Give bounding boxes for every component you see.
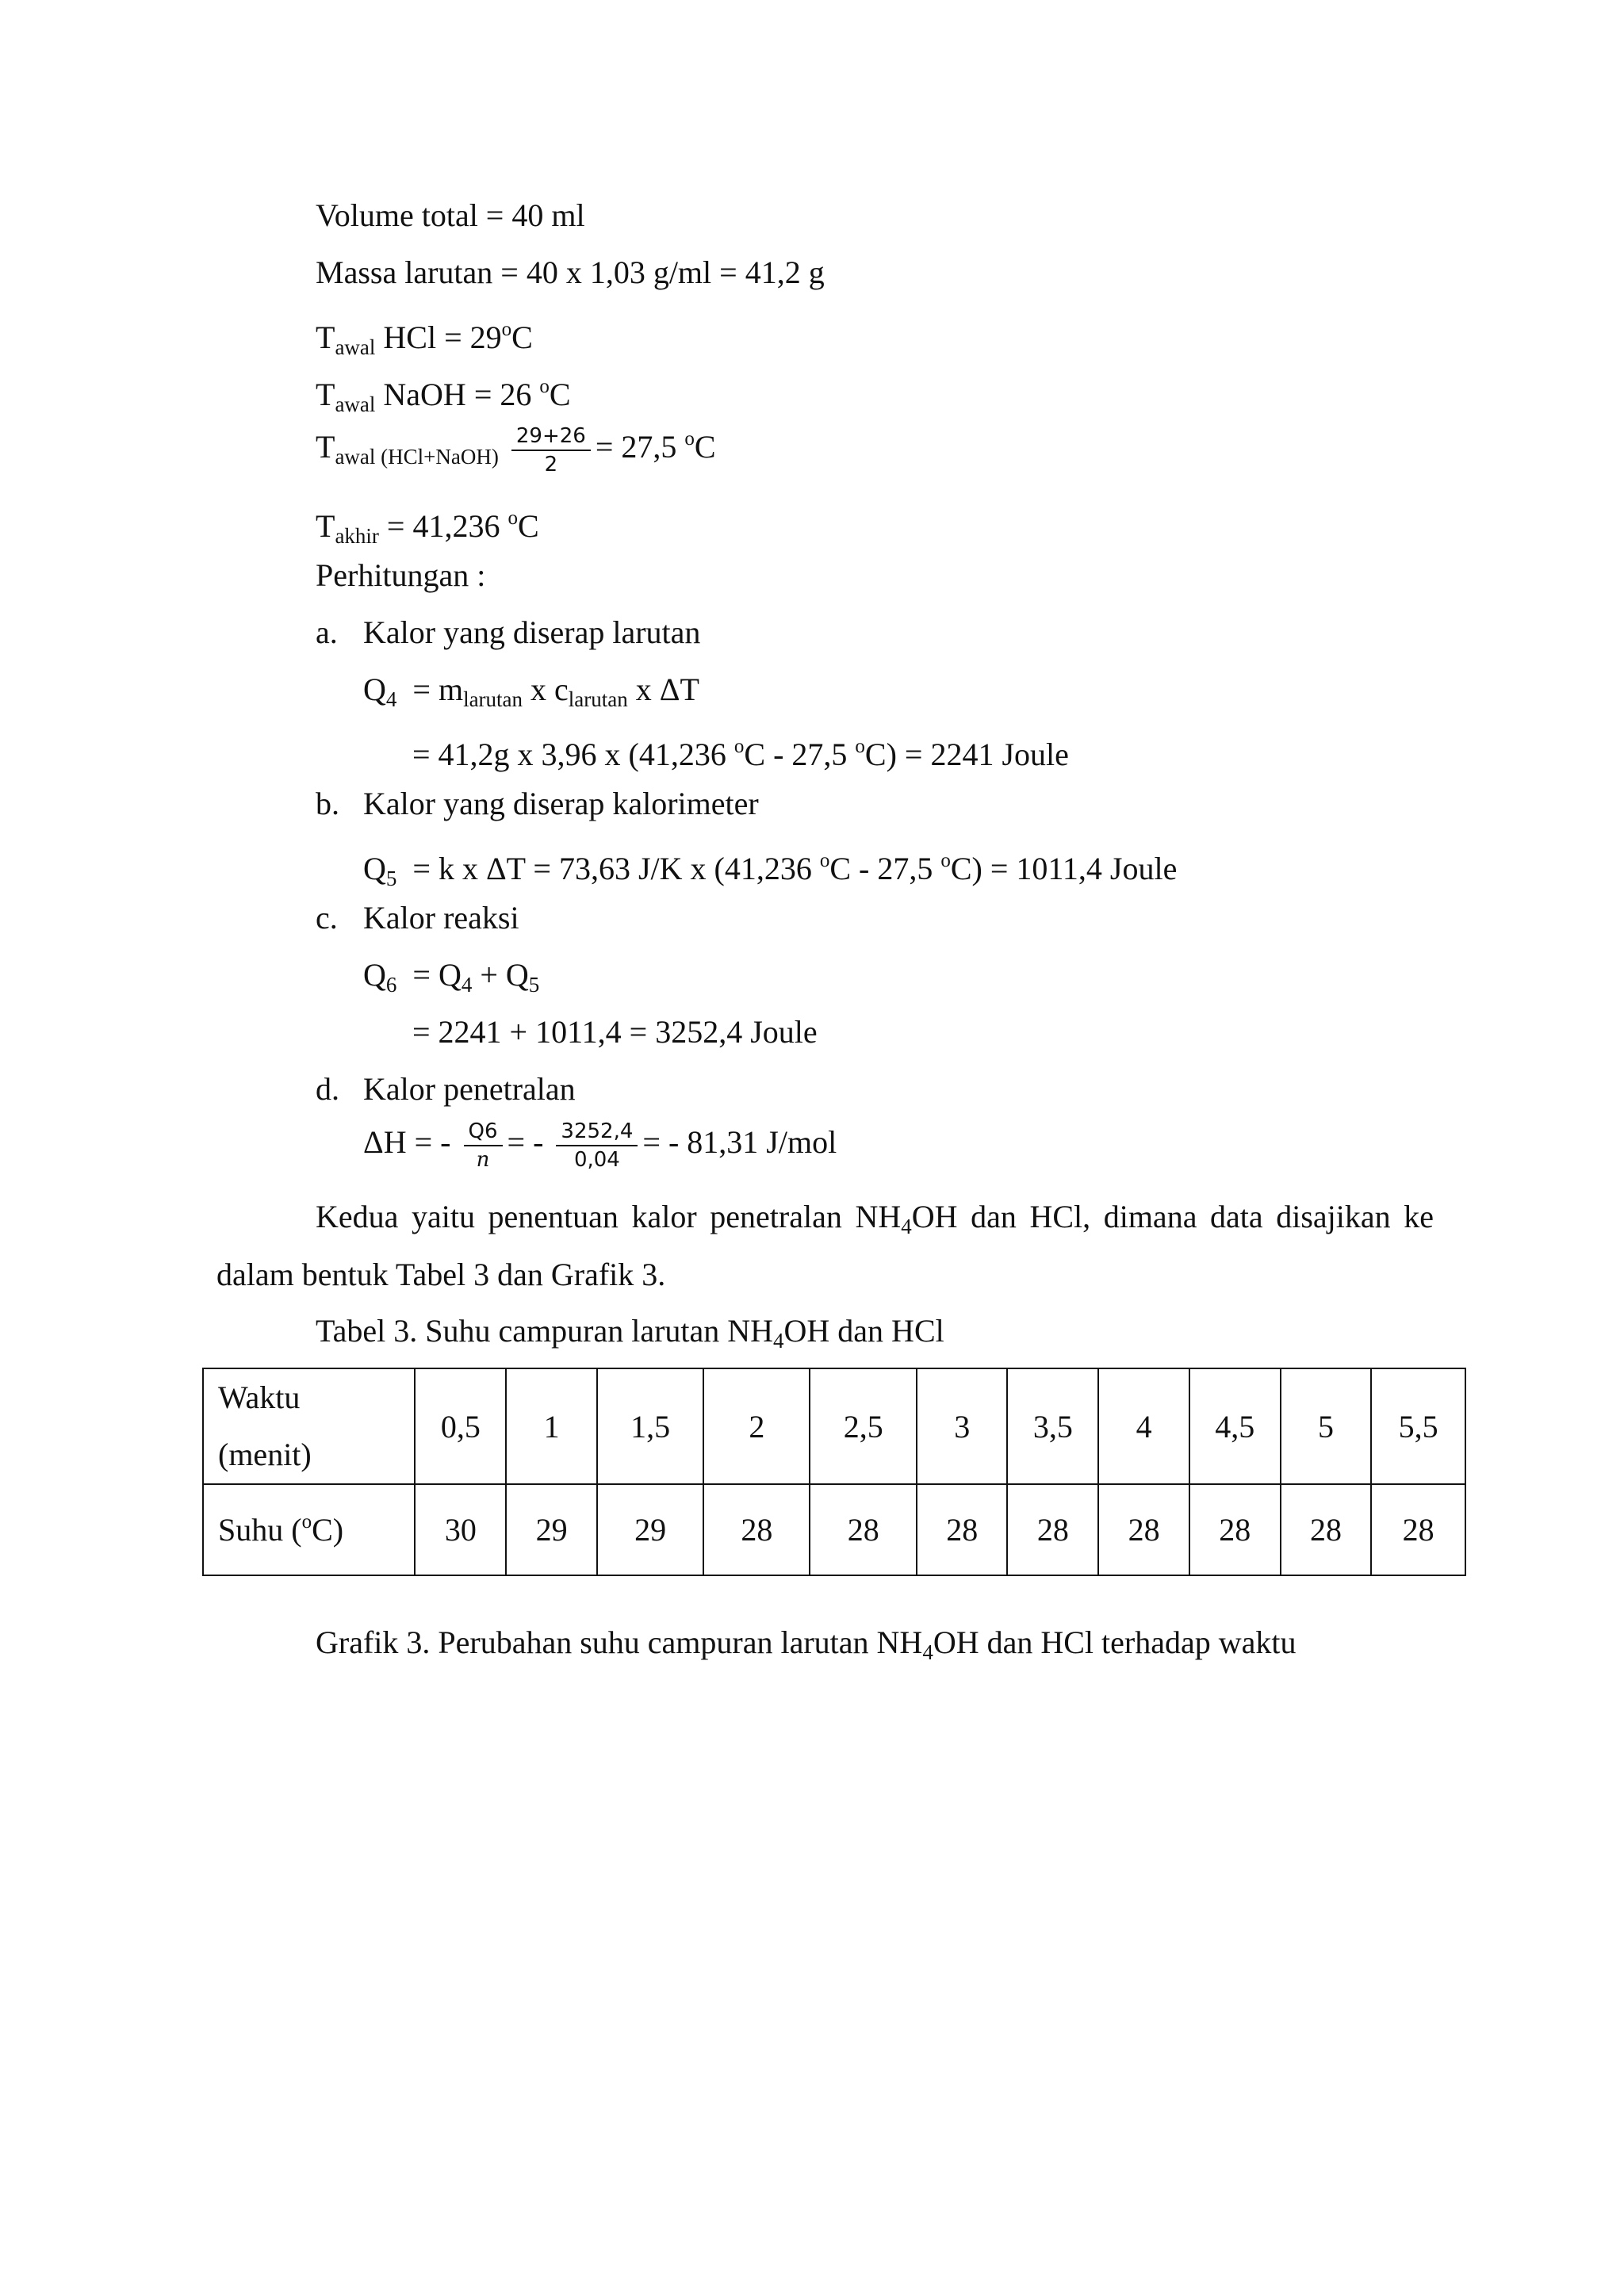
item-a-marker: a. — [316, 614, 338, 650]
t-awal-mix-line: $T_{awal (HCl+NaOH)}$ $\frac{29+26}{2}$ = 27,5 $^o$C — [316, 423, 716, 476]
item-b-label: Kalor yang diserap kalorimeter — [363, 786, 759, 821]
table-cell: 28 — [1371, 1484, 1465, 1575]
table-caption: Tabel 3. Suhu campuran larutan $NH_4OH$ dan HCl — [316, 1313, 944, 1353]
table-cell: 29 — [506, 1484, 597, 1575]
t-awal-naoh-line: $T_{awal}$ NaOH = 26 $^o$C — [316, 376, 571, 416]
delta-h-formula: ΔH = - $\frac{Q6}{n}$ = - $\frac{3252,4}{0,04}$ = - 81,31 J/mol — [363, 1119, 837, 1172]
item-a-label: Kalor yang diserap larutan — [363, 614, 701, 650]
table-row-suhu — [203, 1484, 1465, 1575]
table-cell: 3,5 — [1007, 1368, 1098, 1484]
table-cell: 1 — [506, 1368, 597, 1484]
q4-formula: $Q_4 = m_{larutan}$ x $c_{larutan}$ x ΔT — [363, 672, 699, 711]
table-cell: 28 — [917, 1484, 1008, 1575]
t-awal-hcl-line: $T_{awal}$ HCl = $29^oC$ — [316, 319, 533, 359]
perhitungan-heading: Perhitungan : — [316, 557, 486, 593]
table-row-waktu — [203, 1368, 1465, 1484]
item-b-marker: b. — [316, 786, 339, 821]
table-cell: 30 — [415, 1484, 506, 1575]
table-cell: 28 — [1098, 1484, 1189, 1575]
table-cell: 5 — [1281, 1368, 1372, 1484]
table-cell: 3 — [917, 1368, 1008, 1484]
q6-result: = 2241 + 1011,4 = 3252,4 Joule — [412, 1014, 818, 1050]
table-cell: 28 — [1007, 1484, 1098, 1575]
paragraph-line-1: Kedua yaitu penentuan kalor penetralan $NH_4OH$ dan HCl, dimana data disajikan ke — [316, 1199, 1434, 1238]
table-cell: 4 — [1098, 1368, 1189, 1484]
q6-over-n-fraction: $\frac{Q6}{n}$ — [464, 1118, 503, 1173]
item-d-label: Kalor penetralan — [363, 1071, 576, 1107]
temperature-table — [202, 1368, 1466, 1576]
t-mix-fraction: $\frac{29+26}{2}$ — [511, 423, 591, 478]
value-fraction: $\frac{3252,4}{0,04}$ — [556, 1118, 638, 1173]
item-c-label: Kalor reaksi — [363, 900, 519, 936]
table-cell: 5,5 — [1371, 1368, 1465, 1484]
table-cell: 28 — [1189, 1484, 1281, 1575]
table-cell: 2,5 — [810, 1368, 916, 1484]
table-cell: 28 — [1281, 1484, 1372, 1575]
table-cell: 29 — [597, 1484, 703, 1575]
volume-line: Volume total = 40 ml — [316, 197, 585, 233]
table-cell: 4,5 — [1189, 1368, 1281, 1484]
massa-line: Massa larutan = 40 x 1,03 g/ml = 41,2 g — [316, 254, 825, 290]
suhu-header-cell: Suhu ($^o$C) — [203, 1484, 415, 1575]
table-cell: 0,5 — [415, 1368, 506, 1484]
table-cell: 28 — [703, 1484, 810, 1575]
chart-caption: Grafik 3. Perubahan suhu campuran larutan $NH_4OH$ dan HCl terhadap waktu — [316, 1624, 1297, 1664]
t-akhir-line: $T_{akhir} = 41,236$ $^o$C — [316, 507, 539, 548]
q5-formula: $Q_5 = k$ x ΔT = 73,63 J/K x (41,236 $^o$C - 27,5 $^o$C) = 1011,4 Joule — [363, 850, 1178, 890]
item-c-marker: c. — [316, 900, 338, 936]
table-cell: 28 — [810, 1484, 916, 1575]
item-a — [316, 614, 338, 652]
item-d-marker: d. — [316, 1071, 339, 1107]
paragraph-line-2: dalam bentuk Tabel 3 dan Grafik 3. — [216, 1257, 666, 1292]
q6-formula: $Q_6 = Q_4 + Q_5$ — [363, 957, 540, 997]
table-cell: 1,5 — [597, 1368, 703, 1484]
waktu-header-cell: Waktu (menit) — [203, 1368, 415, 1484]
q4-result: = 41,2g x 3,96 x (41,236 $^o$C - 27,5 $^o$C) = 2241 Joule — [412, 736, 1069, 772]
table-cell: 2 — [703, 1368, 810, 1484]
